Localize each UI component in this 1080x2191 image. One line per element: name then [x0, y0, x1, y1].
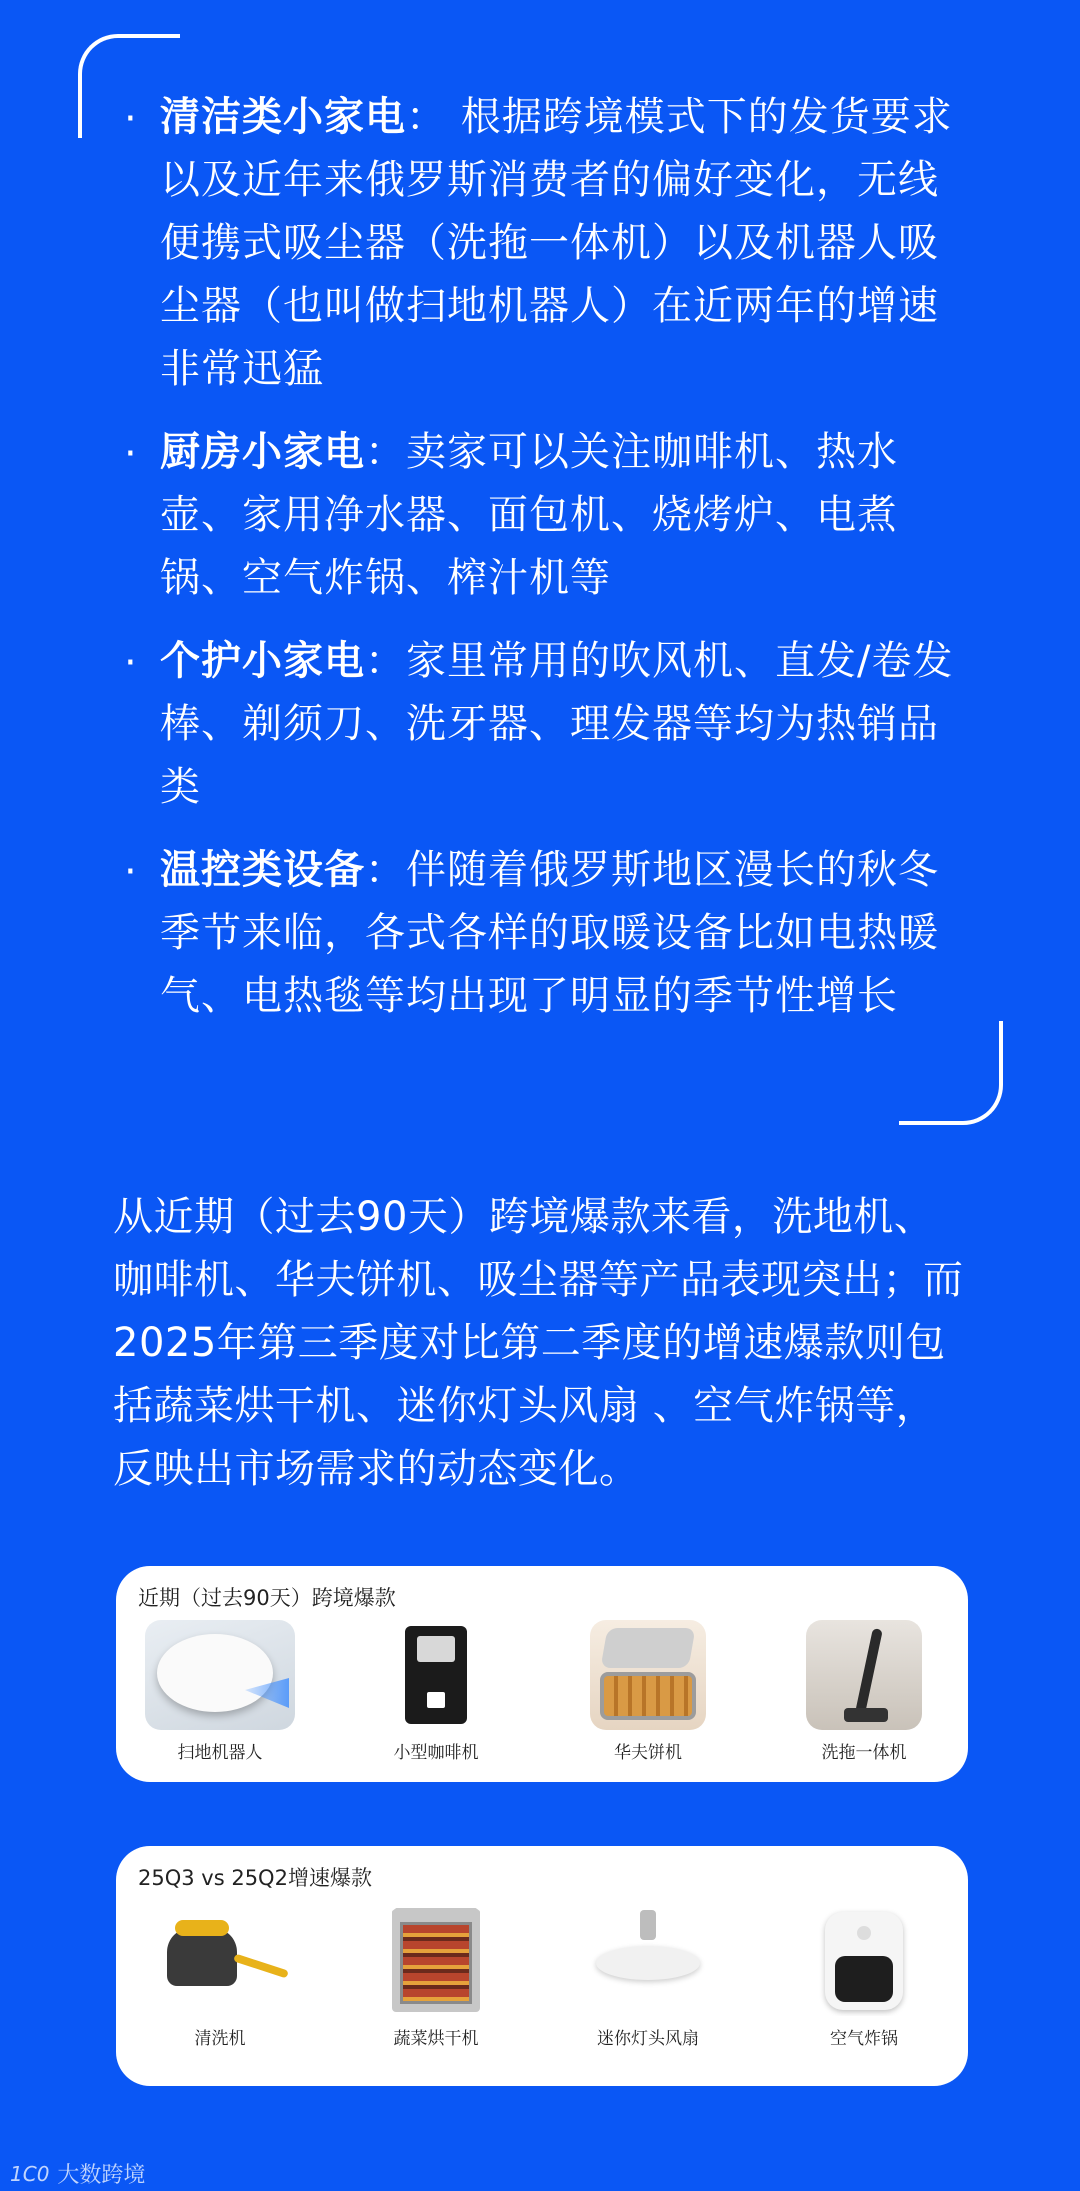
item-body: 家里常用的吹风机、直发/卷发棒、剃须刀、洗牙器、理发器等均为热销品类 [160, 638, 954, 810]
item-separator: ： [365, 847, 406, 893]
item-body: 卖家可以关注咖啡机、热水壶、家用净水器、面包机、烧烤炉、电煮锅、空气炸锅、榨汁机等 [160, 429, 898, 601]
brand-watermark [10, 2158, 145, 2189]
list-item [118, 839, 958, 1028]
bullet-icon: · [124, 431, 137, 477]
item-title: 清洁类小家电 [160, 94, 406, 140]
item-separator: ： [365, 429, 406, 475]
coffee-machine-image [391, 1620, 481, 1730]
item-body: 伴随着俄罗斯地区漫长的秋冬季节来临，各式各样的取暖设备比如电热暖气、电热毯等均出现了明显的季节性增长 [160, 847, 939, 1019]
product-item[interactable] [336, 1620, 536, 1763]
item-title: 个护小家电 [160, 638, 365, 684]
robot-vacuum-image [145, 1620, 295, 1730]
bulb-fan-image [588, 1906, 708, 2016]
product-label: 华夫饼机 [614, 1743, 682, 1763]
item-title: 厨房小家电 [160, 429, 365, 475]
product-label: 空气炸锅 [830, 2029, 898, 2049]
product-item[interactable] [548, 1620, 748, 1763]
product-item[interactable] [120, 1906, 320, 2049]
growth-bestsellers-card [116, 1846, 968, 2086]
product-item[interactable] [764, 1906, 964, 2049]
item-separator: ： [365, 638, 406, 684]
product-label: 扫地机器人 [177, 1743, 263, 1763]
product-item[interactable] [336, 1906, 536, 2049]
waffle-maker-image [590, 1620, 706, 1730]
wet-dry-vacuum-image [806, 1620, 922, 1730]
air-fryer-image [819, 1906, 909, 2016]
bullet-icon: · [124, 96, 137, 142]
product-item[interactable] [764, 1620, 964, 1763]
item-body: 根据跨境模式下的发货要求以及近年来俄罗斯消费者的偏好变化，无线便携式吸尘器（洗拖一体机）以及机器人吸尘器（也叫做扫地机器人）在近两年的增速非常迅猛 [160, 94, 953, 392]
recent-bestsellers-card [116, 1566, 968, 1782]
brand-name: 大数跨境 [57, 2163, 146, 2188]
list-item [118, 86, 958, 401]
summary-paragraph: 从近期（过去90天）跨境爆款来看，洗地机、咖啡机、华夫饼机、吸尘器等产品表现突出；而2025年第三季度对比第二季度的增速爆款则包括蔬菜烘干机、迷你灯头风扇 、空气炸锅等，反映出市场需求的动态变化。 [113, 1194, 964, 1492]
food-dehydrator-image [388, 1906, 484, 2016]
product-label: 蔬菜烘干机 [393, 2029, 479, 2049]
item-title: 温控类设备 [160, 847, 365, 893]
list-item [118, 421, 958, 610]
product-label: 迷你灯头风扇 [597, 2029, 699, 2049]
product-item[interactable] [120, 1620, 320, 1763]
category-list [118, 86, 958, 1048]
cleaning-machine-image [145, 1906, 295, 2006]
item-separator: ： [406, 94, 447, 140]
brand-logo-icon: 1C0 [10, 2161, 50, 2186]
bullet-icon: · [124, 640, 137, 686]
product-item[interactable] [548, 1906, 748, 2049]
card-title: 近期（过去90天）跨境爆款 [138, 1586, 396, 1610]
bullet-icon: · [124, 849, 137, 895]
product-label: 小型咖啡机 [393, 1743, 479, 1763]
product-label: 清洗机 [194, 2029, 246, 2049]
product-label: 洗拖一体机 [821, 1743, 907, 1763]
list-item [118, 630, 958, 819]
card-title: 25Q3 vs 25Q2增速爆款 [138, 1866, 372, 1890]
